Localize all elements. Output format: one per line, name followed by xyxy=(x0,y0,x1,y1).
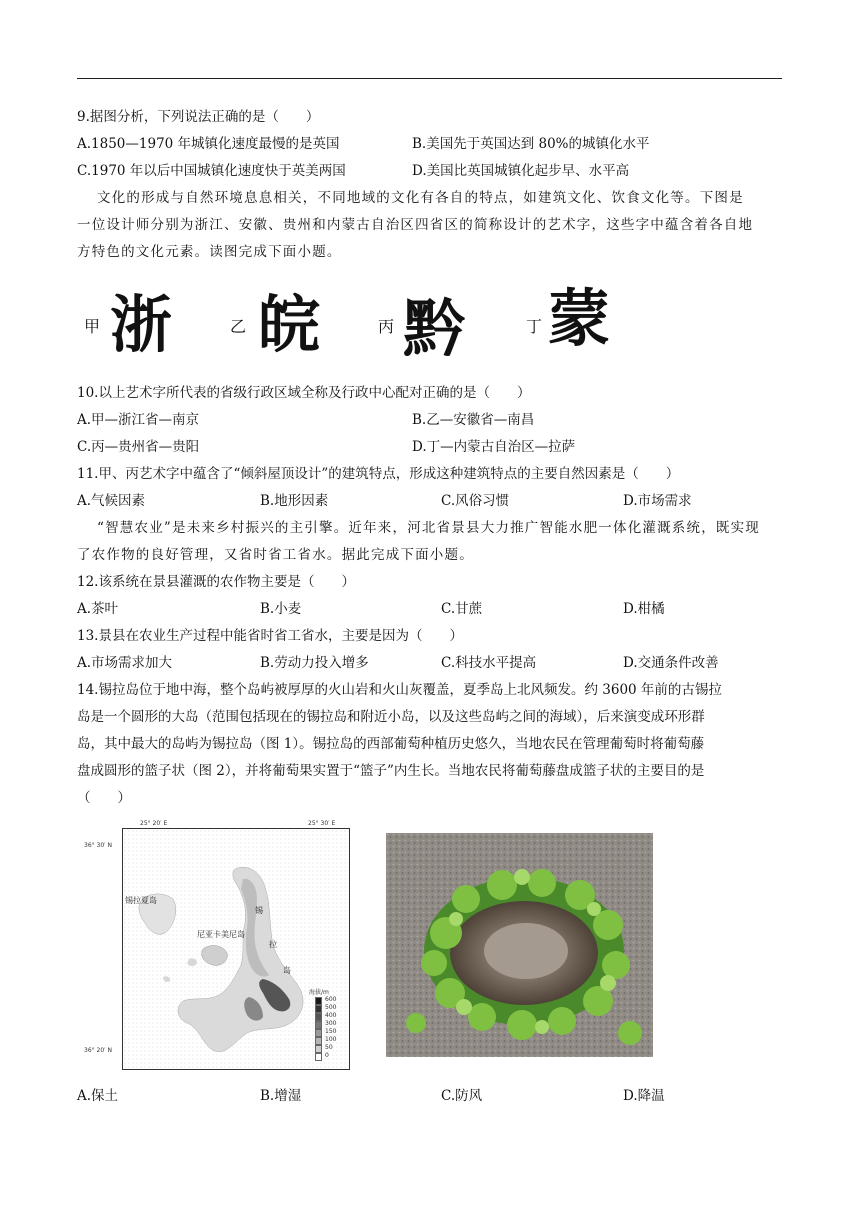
q10-option-a: A.甲—浙江省—南京 xyxy=(77,412,200,428)
q10-option-d: D.丁—内蒙古自治区—拉萨 xyxy=(412,439,576,455)
art-label-jia: 甲 xyxy=(84,317,101,336)
legend-swatch xyxy=(315,1045,322,1053)
q11-option-b: B.地形因素 xyxy=(260,493,329,509)
santorini-map xyxy=(122,828,350,1070)
q14-line-5: （ ） xyxy=(77,790,131,806)
legend-swatch xyxy=(315,997,322,1005)
intro2-line-1: “智慧农业”是未来乡村振兴的主引擎。近年来，河北省景县大力推广智能水肥一体化灌溉系统，既实现 xyxy=(97,520,761,536)
q12-option-a: A.茶叶 xyxy=(77,601,119,617)
legend-value: 500 xyxy=(325,1004,337,1011)
q12-option-d: D.柑橘 xyxy=(623,601,665,617)
thera-island xyxy=(178,867,303,1051)
q14-option-b: B.增湿 xyxy=(260,1088,302,1104)
legend-swatch xyxy=(315,1037,322,1045)
art-label-bing: 丙 xyxy=(378,317,395,336)
q11-option-a: A.气候因素 xyxy=(77,493,146,509)
map-label-thera-2: 拉 xyxy=(269,940,277,949)
q14-option-a: A.保土 xyxy=(77,1088,119,1104)
map-lat-top: 36° 30′ N xyxy=(84,842,112,849)
legend-value: 300 xyxy=(325,1020,337,1027)
legend-swatch xyxy=(315,1053,322,1061)
map-label-nea-kameni: 尼亚卡美尼岛 xyxy=(197,930,245,939)
map-label-thera-3: 岛 xyxy=(283,966,291,975)
q12-option-b: B.小麦 xyxy=(260,601,302,617)
q9-stem: 9.据图分析，下列说法正确的是（ ） xyxy=(77,109,320,125)
intro1-line-2: 一位设计师分别为浙江、安徽、贵州和内蒙古自治区四省区的简称设计的艺术字，这些字中蕴含着各自地 xyxy=(77,217,754,233)
intro2-line-2: 了农作物的良好管理，又省时省工省水。据此完成下面小题。 xyxy=(77,547,474,563)
vine-basket-photo xyxy=(386,833,653,1057)
q13-option-c: C.科技水平提高 xyxy=(441,655,537,671)
art-label-ding: 丁 xyxy=(526,317,543,336)
legend-value: 150 xyxy=(325,1028,337,1035)
q13-option-b: B.劳动力投入增多 xyxy=(260,655,369,671)
q11-stem: 11.甲、丙艺术字中蕴含了“倾斜屋顶设计”的建筑特点，形成这种建筑特点的主要自然因素是（ ） xyxy=(77,466,680,482)
q11-option-d: D.市场需求 xyxy=(623,493,692,509)
legend-title: 海拔/m xyxy=(309,989,329,996)
map-label-thirasia: 锡拉夏岛 xyxy=(125,896,157,905)
legend-swatch xyxy=(315,1029,322,1037)
map-lat-bottom: 36° 20′ N xyxy=(84,1047,112,1054)
art-glyph-meng: 蒙 xyxy=(548,282,609,355)
vine-basket-svg xyxy=(386,833,653,1057)
nea-kameni-island xyxy=(202,946,228,966)
q10-option-b: B.乙—安徽省—南昌 xyxy=(412,412,535,428)
q10-stem: 10.以上艺术字所代表的省级行政区域全称及行政中心配对正确的是（ ） xyxy=(77,385,531,401)
q9-option-c: C.1970 年以后中国城镇化速度快于英美两国 xyxy=(77,163,346,179)
q9-option-d: D.美国比英国城镇化起步早、水平高 xyxy=(412,163,630,179)
aspronisi-island xyxy=(163,976,170,982)
legend-value: 100 xyxy=(325,1036,337,1043)
q13-option-a: A.市场需求加大 xyxy=(77,655,173,671)
q14-option-c: C.防风 xyxy=(441,1088,483,1104)
q13-option-d: D.交通条件改善 xyxy=(623,655,719,671)
legend-swatch xyxy=(315,1013,322,1021)
q14-line-1: 14.锡拉岛位于地中海，整个岛屿被厚厚的火山岩和火山灰覆盖，夏季岛上北风频发。约 3600 年前的古锡拉 xyxy=(77,682,722,698)
q14-option-d: D.降温 xyxy=(623,1088,665,1104)
intro1-line-3: 方特色的文化元素。读图完成下面小题。 xyxy=(77,244,342,260)
palea-kameni-island xyxy=(187,958,197,966)
art-glyph-qian: 黔 xyxy=(403,292,464,365)
intro1-line-1: 文化的形成与自然环境息息相关，不同地域的文化有各自的特点，如建筑文化、饮食文化等。下图是 xyxy=(97,190,744,206)
q12-stem: 12.该系统在景县灌溉的农作物主要是（ ） xyxy=(77,574,355,590)
q13-stem: 13.景县在农业生产过程中能省时省工省水，主要是因为（ ） xyxy=(77,628,463,644)
art-label-yi: 乙 xyxy=(230,317,247,336)
basket-center xyxy=(484,923,568,979)
art-glyph-wan: 皖 xyxy=(258,288,319,361)
map-label-thera-1: 锡 xyxy=(255,906,263,915)
legend-value: 50 xyxy=(325,1044,333,1051)
q14-line-4: 盘成圆形的篮子状（图 2），并将葡萄果实置于“篮子”内生长。当地农民将葡萄藤盘成篮子状的主要目的是 xyxy=(77,763,705,779)
q11-option-c: C.风俗习惯 xyxy=(441,493,510,509)
legend-swatch xyxy=(315,1005,322,1013)
art-glyph-zhe: 浙 xyxy=(110,288,171,361)
q10-option-c: C.丙—贵州省—贵阳 xyxy=(77,439,200,455)
map-lon-right: 25° 30′ E xyxy=(308,820,336,827)
legend-value: 400 xyxy=(325,1012,337,1019)
q14-line-2: 岛是一个圆形的大岛（范围包括现在的锡拉岛和附近小岛，以及这些岛屿之间的海域），后来演变成环形群 xyxy=(77,709,705,725)
legend-swatch xyxy=(315,1021,322,1029)
q12-option-c: C.甘蔗 xyxy=(441,601,483,617)
header-rule xyxy=(77,78,782,79)
q9-option-b: B.美国先于英国达到 80%的城镇化水平 xyxy=(412,136,650,152)
q14-line-3: 岛，其中最大的岛屿为锡拉岛（图 1）。锡拉岛的西部葡萄种植历史悠久，当地农民在管理葡萄时将葡萄藤 xyxy=(77,736,705,752)
legend-value: 0 xyxy=(325,1052,329,1059)
map-lon-left: 25° 20′ E xyxy=(140,820,168,827)
q9-option-a: A.1850—1970 年城镇化速度最慢的是英国 xyxy=(77,136,340,152)
legend-value: 600 xyxy=(325,996,337,1003)
